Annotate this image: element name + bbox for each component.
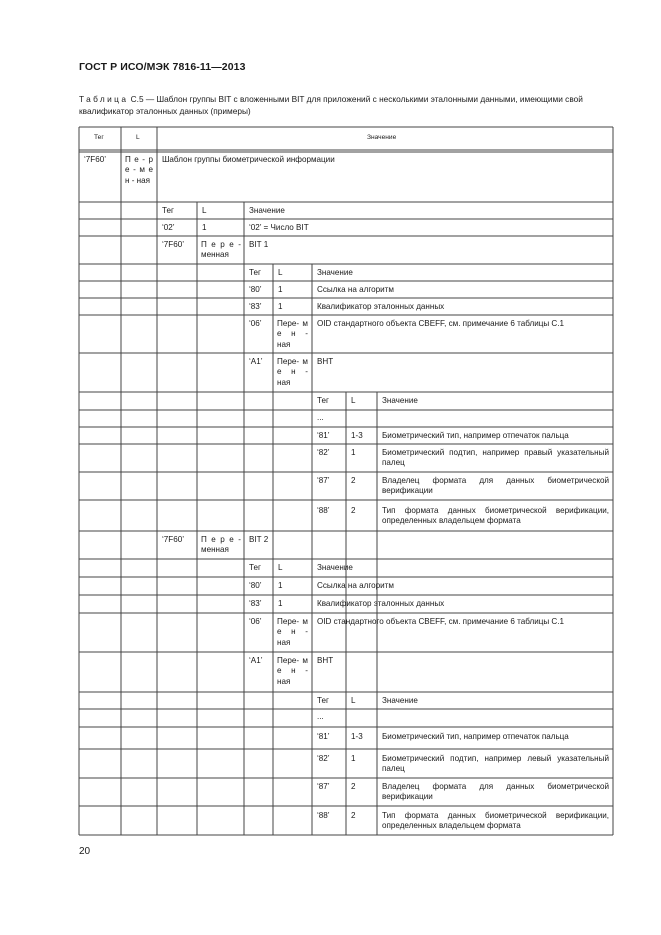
bit1-oid-tag: ‘06’ bbox=[249, 319, 262, 328]
bit1-alg-len: 1 bbox=[278, 285, 283, 294]
bit1-owner-value: Владелец формата для данных биометрической верификации bbox=[382, 476, 609, 496]
bit2-bht-labels-len: L bbox=[351, 696, 356, 705]
bit2-oid-value: OID стандартного объекта CBEFF, см. примечание 6 таблицы С.1 bbox=[317, 617, 565, 626]
bit2-bht-labels-value: Значение bbox=[382, 696, 418, 705]
bit1-ftype-tag: ‘88’ bbox=[317, 506, 330, 515]
bit2-bht-tag: ‘A1’ bbox=[249, 656, 263, 665]
bit2-type-value: Биометрический тип, например отпечаток пальца bbox=[382, 732, 569, 741]
bit2-owner-value: Владелец формата для данных биометрической верификации bbox=[382, 782, 609, 802]
bit2-alg-tag: ‘80’ bbox=[249, 581, 262, 590]
bit2-type-len: 1-3 bbox=[351, 732, 363, 741]
bit1-bht-labels-value: Значение bbox=[382, 396, 418, 405]
bit1-qual-value: Квалификатор эталонных данных bbox=[317, 302, 445, 311]
bit1-len: П е р е - менная bbox=[201, 240, 241, 260]
bit1-owner-len: 2 bbox=[351, 476, 356, 485]
column-header-value: Значение bbox=[367, 134, 397, 141]
running-header: ГОСТ Р ИСО/МЭК 7816-11—2013 bbox=[79, 61, 246, 73]
bit1-alg-value: Ссылка на алгоритм bbox=[317, 285, 394, 294]
labels-tag: Тег bbox=[162, 206, 174, 215]
bit1-tag: ‘7F60’ bbox=[162, 240, 185, 249]
column-header-tag: Тег bbox=[94, 134, 104, 141]
bit2-alg-value: Ссылка на алгоритм bbox=[317, 581, 394, 590]
bit2-tag: ‘7F60’ bbox=[162, 535, 185, 544]
bit2-owner-tag: ‘87’ bbox=[317, 782, 330, 791]
bit2-type-tag: ‘81’ bbox=[317, 732, 330, 741]
bit2-ftype-len: 2 bbox=[351, 811, 356, 820]
bit1-subtype-len: 1 bbox=[351, 448, 356, 457]
bit1-oid-value: OID стандартного объекта CBEFF, см. примечание 6 таблицы С.1 bbox=[317, 319, 565, 328]
bit2-bht-value: BHT bbox=[317, 656, 334, 665]
bit1-subtype-value: Биометрический подтип, например правый указательный палец bbox=[382, 448, 609, 468]
bit2-ellipsis: ... bbox=[317, 712, 324, 721]
bit1-bht-len: Пере- м е н - ная bbox=[277, 357, 308, 387]
bit2-subtype-value: Биометрический подтип, например левый указательный палец bbox=[382, 754, 609, 774]
bit2-qual-tag: ‘83’ bbox=[249, 599, 262, 608]
bit2-oid-len: Пере- м е н - ная bbox=[277, 617, 308, 647]
bit2-len: П е р е - менная bbox=[201, 535, 241, 555]
bit2-subtype-tag: ‘82’ bbox=[317, 754, 330, 763]
bit1-qual-len: 1 bbox=[278, 302, 283, 311]
bit1-qual-tag: ‘83’ bbox=[249, 302, 262, 311]
bit2-oid-tag: ‘06’ bbox=[249, 617, 262, 626]
column-header-len: L bbox=[136, 134, 140, 141]
labels-len: L bbox=[202, 206, 207, 215]
bit2-labels-value: Значение bbox=[317, 563, 353, 572]
bit1-labels-tag: Тег bbox=[249, 268, 261, 277]
group-value: Шаблон группы биометрической информации bbox=[162, 155, 335, 164]
bit2-labels-len: L bbox=[278, 563, 283, 572]
bit1-labels-len: L bbox=[278, 268, 283, 277]
bit1-type-len: 1-3 bbox=[351, 431, 363, 440]
bit2-labels-tag: Тег bbox=[249, 563, 261, 572]
bit1-owner-tag: ‘87’ bbox=[317, 476, 330, 485]
caption-text: С.5 — Шаблон группы BIT с вложенными BIT для приложений с несколькими эталонными данными, имеющими свой квалификатор эталонных данных (примеры) bbox=[79, 94, 583, 116]
bit1-type-tag: ‘81’ bbox=[317, 431, 330, 440]
bit2-owner-len: 2 bbox=[351, 782, 356, 791]
bit1-ellipsis: ... bbox=[317, 413, 324, 422]
bit2-alg-len: 1 bbox=[278, 581, 283, 590]
bit1-subtype-tag: ‘82’ bbox=[317, 448, 330, 457]
caption-lead: Таблица bbox=[79, 94, 129, 104]
count-value: ‘02’ = Число BIT bbox=[249, 223, 309, 232]
bit2-bht-len: Пере- м е н - ная bbox=[277, 656, 308, 686]
bit1-bht-tag: ‘A1’ bbox=[249, 357, 263, 366]
count-len: 1 bbox=[202, 223, 207, 232]
bit1-name: BIT 1 bbox=[249, 240, 269, 249]
bit2-subtype-len: 1 bbox=[351, 754, 356, 763]
bit1-oid-len: Пере- м е н - ная bbox=[277, 319, 308, 349]
group-tag: ‘7F60’ bbox=[84, 155, 107, 164]
bit2-qual-len: 1 bbox=[278, 599, 283, 608]
bit1-alg-tag: ‘80’ bbox=[249, 285, 262, 294]
bit2-qual-value: Квалификатор эталонных данных bbox=[317, 599, 445, 608]
bit1-bht-value: BHT bbox=[317, 357, 334, 366]
bit2-ftype-tag: ‘88’ bbox=[317, 811, 330, 820]
bit1-bht-labels-tag: Тег bbox=[317, 396, 329, 405]
bit1-ftype-len: 2 bbox=[351, 506, 356, 515]
bit1-bht-labels-len: L bbox=[351, 396, 356, 405]
bit2-name: BIT 2 bbox=[249, 535, 269, 544]
group-len: П е - р е - м е н - ная bbox=[125, 155, 153, 185]
page-number: 20 bbox=[79, 846, 91, 857]
bit1-type-value: Биометрический тип, например отпечаток пальца bbox=[382, 431, 569, 440]
labels-value: Значение bbox=[249, 206, 285, 215]
bit1-labels-value: Значение bbox=[317, 268, 353, 277]
bit2-ftype-value: Тип формата данных биометрической верификации, определенных владельцем формата bbox=[382, 811, 609, 831]
bit1-ftype-value: Тип формата данных биометрической верификации, определенных владельцем формата bbox=[382, 506, 609, 526]
bit2-bht-labels-tag: Тег bbox=[317, 696, 329, 705]
count-tag: ‘02’ bbox=[162, 223, 175, 232]
